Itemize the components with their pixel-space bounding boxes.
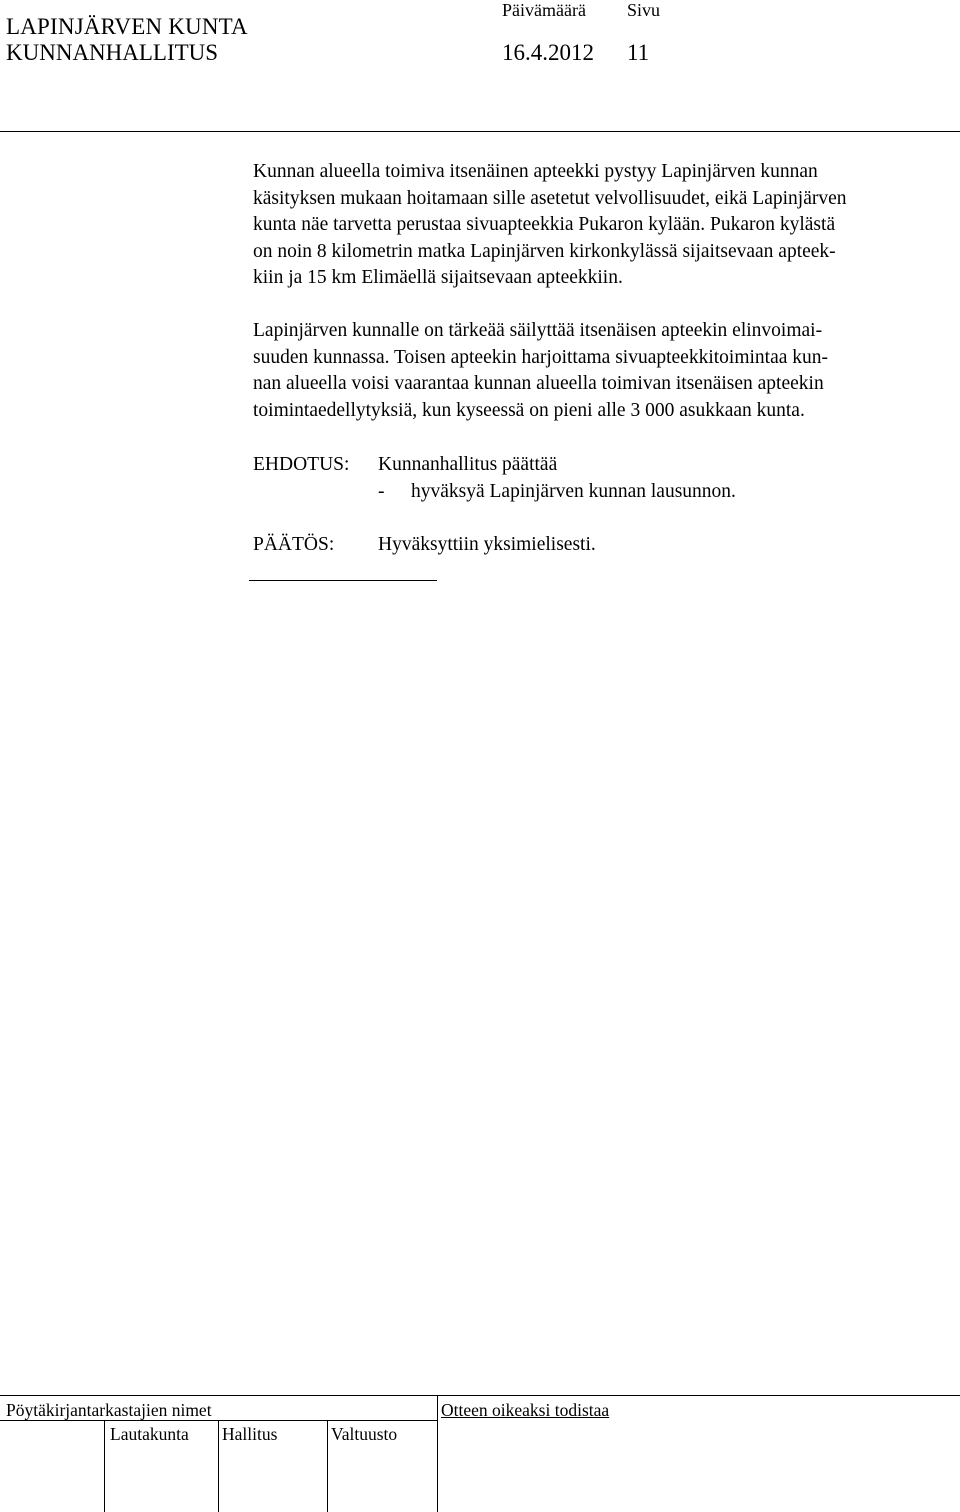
paragraph-line: toimintaedellytyksiä, kun kyseessä on pieni alle 3 000 asukkaan kunta. bbox=[253, 399, 805, 421]
board-name: KUNNANHALLITUS bbox=[6, 40, 219, 65]
paragraph-2 bbox=[253, 318, 953, 424]
footer-top-border bbox=[0, 1395, 960, 1396]
paragraph-1 bbox=[253, 159, 953, 292]
proposal-bullet: - bbox=[378, 481, 385, 502]
organization-name: LAPINJÄRVEN KUNTA bbox=[6, 14, 248, 39]
paragraph-line: nan alueella voisi vaarantaa kunnan alueella toimivan itsenäisen apteekin bbox=[253, 373, 824, 394]
paragraph-line: Kunnan alueella toimiva itsenäinen apteekki pystyy Lapinjärven kunnan bbox=[253, 161, 818, 182]
paragraph-line: käsityksen mukaan hoitamaan sille asetetut velvollisuudet, eikä Lapinjärven bbox=[253, 187, 847, 209]
paragraph-line: on noin 8 kilometrin matka Lapinjärven kirkonkylässä sijaitsevaan apteek- bbox=[253, 240, 836, 262]
proposal-item: hyväksyä Lapinjärven kunnan lausunnon. bbox=[411, 481, 736, 502]
footer-column-divider bbox=[104, 1420, 105, 1512]
footer-section-divider bbox=[437, 1395, 438, 1512]
date-label: Päivämäärä bbox=[502, 0, 586, 20]
footer-column-council: Valtuusto bbox=[331, 1424, 398, 1444]
footer-column-board: Lautakunta bbox=[110, 1424, 189, 1444]
date-value: 16.4.2012 bbox=[502, 40, 594, 65]
paragraph-line: Lapinjärven kunnalle on tärkeää säilyttää itsenäisen apteekin elinvoimai- bbox=[253, 320, 823, 341]
signature-footer bbox=[0, 1395, 960, 1512]
paragraph-line: suuden kunnassa. Toisen apteekin harjoittama sivuapteekkitoimintaa kun- bbox=[253, 346, 829, 368]
footer-column-divider bbox=[327, 1420, 328, 1512]
header-divider bbox=[0, 131, 960, 132]
decision-text: Hyväksyttiin yksimielisesti. bbox=[378, 534, 596, 555]
footer-column-divider bbox=[218, 1420, 219, 1512]
extract-certification-label: Otteen oikeaksi todistaa bbox=[441, 1400, 610, 1420]
page-number: 11 bbox=[627, 40, 650, 65]
section-end-rule bbox=[249, 580, 437, 581]
page-label: Sivu bbox=[627, 0, 661, 20]
proposal-text: Kunnanhallitus päättää bbox=[378, 454, 558, 475]
proposal-label: EHDOTUS: bbox=[253, 454, 350, 475]
paragraph-line: kiin ja 15 km Elimäellä sijaitsevaan apteekkiin. bbox=[253, 267, 623, 288]
signatories-label: Pöytäkirjantarkastajien nimet bbox=[6, 1400, 212, 1420]
decision-label: PÄÄTÖS: bbox=[253, 534, 335, 555]
footer-column-government: Hallitus bbox=[222, 1424, 278, 1444]
paragraph-line: kunta näe tarvetta perustaa sivuapteekkia Pukaron kylään. Pukaron kylästä bbox=[253, 214, 836, 235]
